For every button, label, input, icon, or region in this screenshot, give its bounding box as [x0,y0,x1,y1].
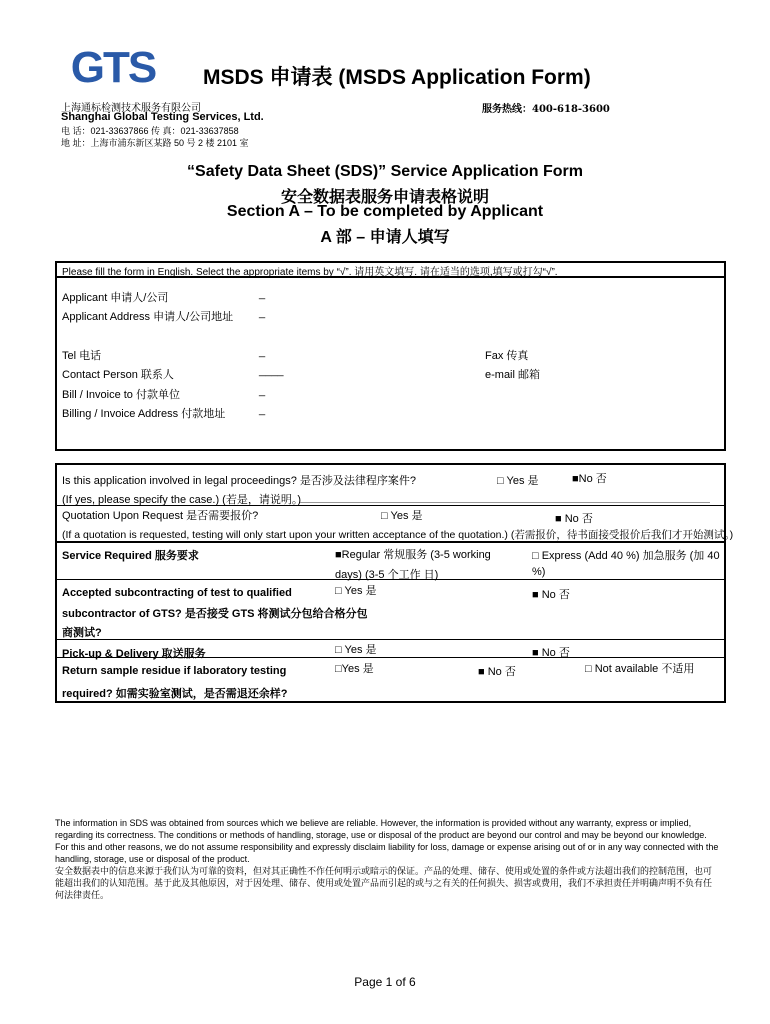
svg-text:GTS: GTS [70,46,156,86]
service-express-surcharge: %) [532,566,546,578]
fill-instruction: Please fill the form in English. Select the appropriate items by “√”. 请用英文填写. 请在适当的选项,填写或打勾“√”. [62,267,558,278]
legal-question: Is this application involved in legal proceedings? 是否涉及法律程序案件? [62,475,416,487]
company-name-cn: 上海通标检测技术服务有限公司 [61,103,201,114]
contact-person-label: Contact Person 联系人 [62,369,174,381]
address-line: 地 址：上海市浦东新区某路 50 号 2 楼 2101 室 [61,138,249,148]
subcontract-question-1: Accepted subcontracting of test to qualified [62,587,292,599]
legal-yes-option[interactable]: □ Yes 是 [497,475,539,487]
gts-logo [57,46,169,86]
divider [55,505,726,506]
disclaimer-cn: 安全数据表中的信息来源于我们认为可靠的资料，但对其正确性不作任何明示或暗示的保证。产品的处理、储存、使用或处置的条件或方法超出我们的控制范围，也可能超出我们的认知范围。基于此及其他原因，对于因处理、储存、使用或处置产品而引起的或与之有关的任何损失、损害或费用，我们不承担责任并明确声明不负有任何法律责任。 [55,866,713,900]
contact-line: 电 话：021-33637866 传 真：021-33637858 [61,126,239,136]
tel-label: Tel 电话 [62,350,102,362]
divider [55,657,726,658]
service-regular-days: days) (3-5 个工作 日) [335,569,439,581]
page-number: Page 1 of 6 [354,975,416,989]
legal-no-option[interactable]: ■No 否 [572,473,607,485]
fax-label: Fax 传真 [485,350,529,362]
return-not-available-option[interactable]: □ Not available 不适用 [585,663,695,675]
return-yes-option[interactable]: □Yes 是 [335,663,374,675]
pickup-yes-option[interactable]: □ Yes 是 [335,644,377,656]
subcontract-question-2: subcontractor of GTS? 是否接受 GTS 将测试分包给合格分包 [62,608,368,620]
divider [55,639,726,640]
page-title: MSDS 申请表 (MSDS Application Form) [203,66,591,89]
email-label: e-mail 邮箱 [485,369,541,381]
section-heading-cn: A 部 – 申请人填写 [320,229,450,246]
return-sample-question-2: required? 如需实验室测试，是否需退还余样? [62,688,288,700]
subcontract-yes-option[interactable]: □ Yes 是 [335,585,377,597]
billing-address-label: Billing / Invoice Address 付款地址 [62,408,226,420]
quotation-question: Quotation Upon Request 是否需要报价? [62,510,259,522]
return-sample-question-1: Return sample residue if laboratory testing [62,665,287,677]
divider [55,579,726,580]
company-name-en: Shanghai Global Testing Services, Ltd. [61,111,264,123]
return-no-option[interactable]: ■ No 否 [478,666,516,678]
divider [55,541,726,543]
quotation-note: (If a quotation is requested, testing will only start upon your written acceptance of the quotation.) (若需报价，待书面接受报价后我们才开始测试。) [62,529,734,541]
bill-to-label: Bill / Invoice to 付款单位 [62,389,180,401]
disclaimer [55,817,720,901]
section-heading-en: Section A – To be completed by Applicant [226,203,544,220]
service-regular-option[interactable]: ■Regular 常规服务 (3-5 working [335,549,491,561]
applicant-label: Applicant 申请人/公司 [62,292,169,304]
quotation-yes-option[interactable]: □ Yes 是 [381,510,423,522]
contact-person-field[interactable]: ____ [259,365,284,377]
quotation-no-option[interactable]: ■ No 否 [555,513,593,525]
service-hotline: 服务热线：400-618-3600 [482,104,610,115]
legal-specify-line[interactable] [300,502,710,503]
applicant-field[interactable]: _ [259,288,266,300]
subcontract-question-3: 商测试? [62,627,102,639]
form-heading-cn: 安全数据表服务申请表格说明 [280,189,489,206]
bill-to-field[interactable]: _ [259,385,266,397]
tel-field[interactable]: _ [259,346,266,358]
pickup-no-option[interactable]: ■ No 否 [532,647,570,659]
legal-specify-note: (If yes, please specify the case.) (若是，请说明。) [62,494,302,506]
applicant-address-label: Applicant Address 申请人/公司地址 [62,311,234,323]
service-express-option[interactable]: □ Express (Add 40 %) 加急服务 (加 40 [532,550,720,562]
subcontract-no-option[interactable]: ■ No 否 [532,589,570,601]
applicant-address-field[interactable]: _ [259,307,266,319]
service-required-label: Service Required 服务要求 [62,550,199,562]
pickup-delivery-label: Pick-up & Delivery 取送服务 [62,648,206,660]
form-heading-en: “Safety Data Sheet (SDS)” Service Application Form [187,163,583,180]
disclaimer-en: The information in SDS was obtained from sources which we believe are reliable. However, the information is provided without any warranty, express or implied, regarding its correctness. The conditions or methods of handling, storage, use or disposal of the product are beyond our control and may be beyond our knowledge. For this and other reasons, we do not assume responsibility and expressly disclaim liability for loss, damage or expense arising out of or in any way connected with the handling, storage, use or disposal of the product. [55,818,719,864]
billing-address-field[interactable]: _ [259,404,266,416]
